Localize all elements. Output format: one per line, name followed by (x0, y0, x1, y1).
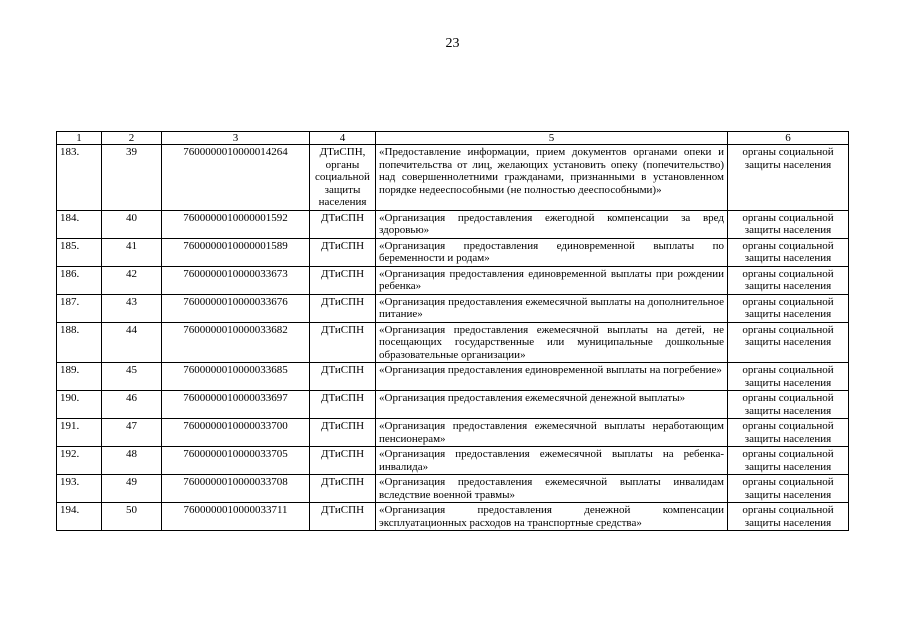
table-row (57, 363, 849, 391)
cell-executor: органы социальной защиты населения (728, 475, 849, 503)
cell-responsible-body: ДТиСПН (310, 503, 376, 531)
cell-executor: органы социальной защиты населения (728, 419, 849, 447)
cell-responsible-body: ДТиСПН (310, 363, 376, 391)
table-row (57, 391, 849, 419)
cell-service-index: 49 (102, 475, 162, 503)
table-header-row (57, 132, 849, 145)
table-row (57, 238, 849, 266)
page-number: 23 (445, 36, 460, 51)
cell-row-number: 191. (57, 419, 102, 447)
cell-executor: органы социальной защиты населения (728, 238, 849, 266)
cell-executor: органы социальной защиты населения (728, 210, 849, 238)
header-cell-col-5: 5 (376, 132, 728, 145)
cell-executor: органы социальной защиты населения (728, 266, 849, 294)
table-row (57, 475, 849, 503)
cell-responsible-body: ДТиСПН (310, 266, 376, 294)
table-row (57, 266, 849, 294)
cell-service-index: 41 (102, 238, 162, 266)
cell-row-number: 183. (57, 145, 102, 211)
cell-row-number: 193. (57, 475, 102, 503)
cell-service-name: «Организация предоставления единовременной выплаты при рождении ребенка» (376, 266, 728, 294)
cell-row-number: 185. (57, 238, 102, 266)
table-body (57, 132, 849, 531)
cell-service-code: 7600000010000033711 (162, 503, 310, 531)
cell-service-name: «Организация предоставления ежемесячной выплаты на ребенка-инвалида» (376, 447, 728, 475)
cell-service-index: 50 (102, 503, 162, 531)
cell-responsible-body: ДТиСПН (310, 210, 376, 238)
cell-executor: органы социальной защиты населения (728, 391, 849, 419)
cell-row-number: 192. (57, 447, 102, 475)
cell-service-code: 7600000010000033673 (162, 266, 310, 294)
cell-service-name: «Организация предоставления денежной компенсации эксплуатационных расходов на транспортные средства» (376, 503, 728, 531)
cell-service-code: 7600000010000033705 (162, 447, 310, 475)
cell-service-code: 7600000010000014264 (162, 145, 310, 211)
cell-service-name: «Организация предоставления ежемесячной выплаты неработающим пенсионерам» (376, 419, 728, 447)
cell-service-name: «Организация предоставления ежемесячной выплаты на дополнительное питание» (376, 294, 728, 322)
cell-service-name: «Организация предоставления ежемесячной денежной выплаты» (376, 391, 728, 419)
cell-responsible-body: ДТиСПН, органы социальной защиты населения (310, 145, 376, 211)
header-cell-col-2: 2 (102, 132, 162, 145)
cell-service-code: 7600000010000033708 (162, 475, 310, 503)
cell-service-index: 45 (102, 363, 162, 391)
cell-service-index: 43 (102, 294, 162, 322)
cell-service-name: «Организация предоставления ежемесячной выплаты на детей, не посещающих государственные или муниципальные дошкольные образовательные организации» (376, 322, 728, 363)
header-cell-col-4: 4 (310, 132, 376, 145)
cell-service-code: 7600000010000033697 (162, 391, 310, 419)
cell-responsible-body: ДТиСПН (310, 447, 376, 475)
table-row (57, 210, 849, 238)
cell-service-name: «Организация предоставления единовременной выплаты по беременности и родам» (376, 238, 728, 266)
cell-row-number: 186. (57, 266, 102, 294)
cell-row-number: 188. (57, 322, 102, 363)
cell-row-number: 190. (57, 391, 102, 419)
cell-responsible-body: ДТиСПН (310, 294, 376, 322)
cell-executor: органы социальной защиты населения (728, 447, 849, 475)
header-cell-col-6: 6 (728, 132, 849, 145)
cell-responsible-body: ДТиСПН (310, 419, 376, 447)
cell-service-name: «Организация предоставления единовременной выплаты на погребение» (376, 363, 728, 391)
cell-responsible-body: ДТиСПН (310, 322, 376, 363)
table-row (57, 447, 849, 475)
cell-service-name: «Организация предоставления ежемесячной выплаты инвалидам вследствие военной травмы» (376, 475, 728, 503)
cell-service-code: 7600000010000033700 (162, 419, 310, 447)
cell-service-index: 46 (102, 391, 162, 419)
cell-row-number: 184. (57, 210, 102, 238)
header-cell-col-1: 1 (57, 132, 102, 145)
cell-executor: органы социальной защиты населения (728, 503, 849, 531)
cell-responsible-body: ДТиСПН (310, 238, 376, 266)
table-row (57, 503, 849, 531)
services-table (56, 131, 849, 531)
cell-row-number: 187. (57, 294, 102, 322)
cell-service-name: «Предоставление информации, прием документов органами опеки и попечительства от лиц, желающих установить опеку (попечительство) над совершеннолетними гражданами, признанными в установленном порядке недееспособными (не полностью дееспособными)» (376, 145, 728, 211)
cell-row-number: 194. (57, 503, 102, 531)
table-row (57, 322, 849, 363)
cell-service-index: 39 (102, 145, 162, 211)
cell-service-code: 7600000010000033676 (162, 294, 310, 322)
cell-executor: органы социальной защиты населения (728, 322, 849, 363)
cell-service-code: 7600000010000033682 (162, 322, 310, 363)
header-cell-col-3: 3 (162, 132, 310, 145)
cell-service-index: 48 (102, 447, 162, 475)
cell-service-name: «Организация предоставления ежегодной компенсации за вред здоровью» (376, 210, 728, 238)
cell-service-index: 47 (102, 419, 162, 447)
cell-service-code: 7600000010000033685 (162, 363, 310, 391)
cell-service-code: 7600000010000001589 (162, 238, 310, 266)
cell-row-number: 189. (57, 363, 102, 391)
cell-responsible-body: ДТиСПН (310, 391, 376, 419)
cell-service-index: 42 (102, 266, 162, 294)
cell-service-index: 44 (102, 322, 162, 363)
table-row (57, 419, 849, 447)
cell-responsible-body: ДТиСПН (310, 475, 376, 503)
cell-executor: органы социальной защиты населения (728, 363, 849, 391)
table-row (57, 145, 849, 211)
cell-service-index: 40 (102, 210, 162, 238)
cell-service-code: 7600000010000001592 (162, 210, 310, 238)
cell-executor: органы социальной защиты населения (728, 145, 849, 211)
table-row (57, 294, 849, 322)
cell-executor: органы социальной защиты населения (728, 294, 849, 322)
